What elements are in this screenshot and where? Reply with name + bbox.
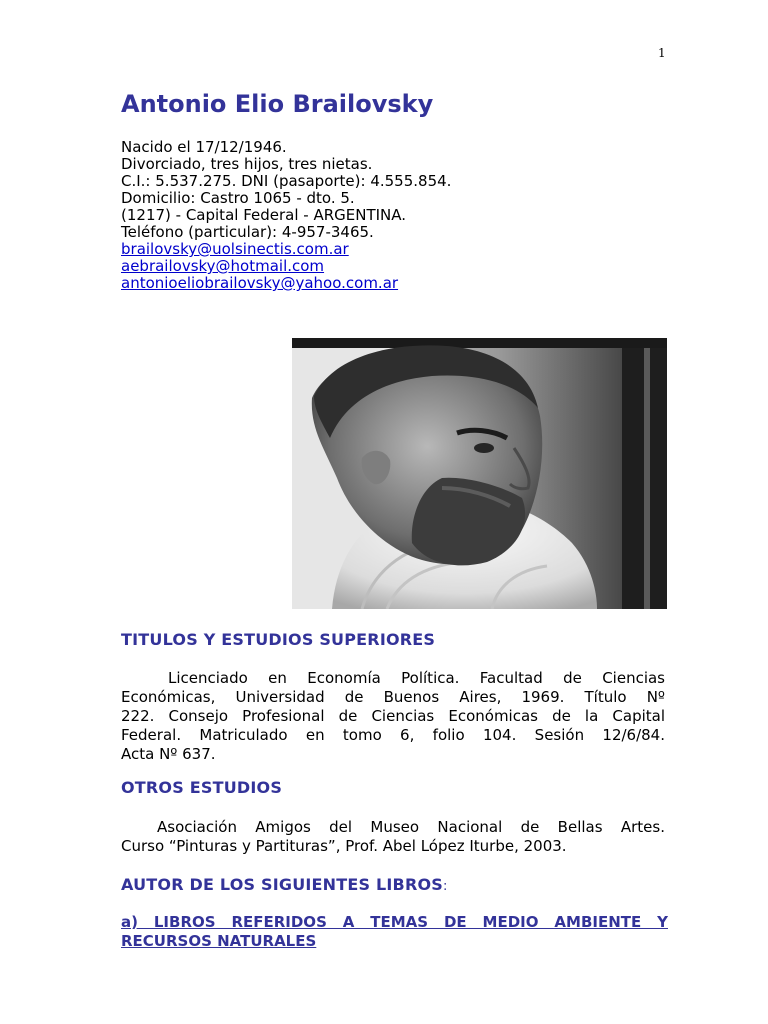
section-title-titulos: TITULOS Y ESTUDIOS SUPERIORES — [121, 630, 436, 649]
paragraph-line: 222. Consejo Profesional de Ciencias Económicas de la Capital — [121, 707, 665, 725]
portrait-photo — [292, 338, 667, 609]
address-street: Domicilio: Castro 1065 - dto. 5. — [121, 189, 355, 207]
paragraph-line: Federal. Matriculado en tomo 6, folio 104. Sesión 12/6/84. — [121, 726, 665, 744]
person-name-heading: Antonio Elio Brailovsky — [121, 90, 434, 118]
personal-info — [121, 139, 451, 292]
family-status: Divorciado, tres hijos, tres nietas. — [121, 155, 373, 173]
section-title-autor — [121, 875, 448, 894]
paragraph-line: Asociación Amigos del Museo Nacional de Bellas Artes. — [157, 818, 665, 836]
email-item — [121, 241, 451, 258]
otros-paragraph — [121, 818, 665, 856]
birth-date: Nacido el 17/12/1946. — [121, 138, 287, 156]
paragraph-line: Económicas, Universidad de Buenos Aires, 1969. Título Nº — [121, 688, 665, 706]
paragraph-line: Curso “Pinturas y Partituras”, Prof. Abel López Iturbe, 2003. — [121, 837, 567, 855]
id-numbers: C.I.: 5.537.275. DNI (pasaporte): 4.555.854. — [121, 172, 452, 190]
paragraph-line: Acta Nº 637. — [121, 745, 216, 763]
subheading-line: RECURSOS NATURALES — [121, 932, 317, 950]
email-link-hotmail[interactable]: aebrailovsky@hotmail.com — [121, 257, 325, 275]
email-item — [121, 258, 451, 275]
address-city: (1217) - Capital Federal - ARGENTINA. — [121, 206, 407, 224]
section-title-otros: OTROS ESTUDIOS — [121, 778, 283, 797]
paragraph-line: Licenciado en Economía Política. Facultad de Ciencias — [168, 669, 665, 687]
email-link-yahoo[interactable]: antonioeliobrailovsky@yahoo.com.ar — [121, 274, 399, 292]
page-number: 1 — [658, 46, 666, 60]
autor-title-text: AUTOR DE LOS SIGUIENTES LIBROS — [121, 875, 443, 894]
email-link-uolsinectis[interactable]: brailovsky@uolsinectis.com.ar — [121, 240, 349, 258]
titulos-paragraph — [121, 669, 665, 764]
portrait-photo-icon — [292, 338, 667, 609]
subheading-libros-medio-ambiente — [121, 913, 668, 951]
subheading-line: a) LIBROS REFERIDOS A TEMAS DE MEDIO AMBIENTE Y — [121, 913, 668, 931]
autor-title-colon: : — [443, 879, 448, 894]
email-item — [121, 275, 451, 292]
phone: Teléfono (particular): 4-957-3465. — [121, 223, 374, 241]
